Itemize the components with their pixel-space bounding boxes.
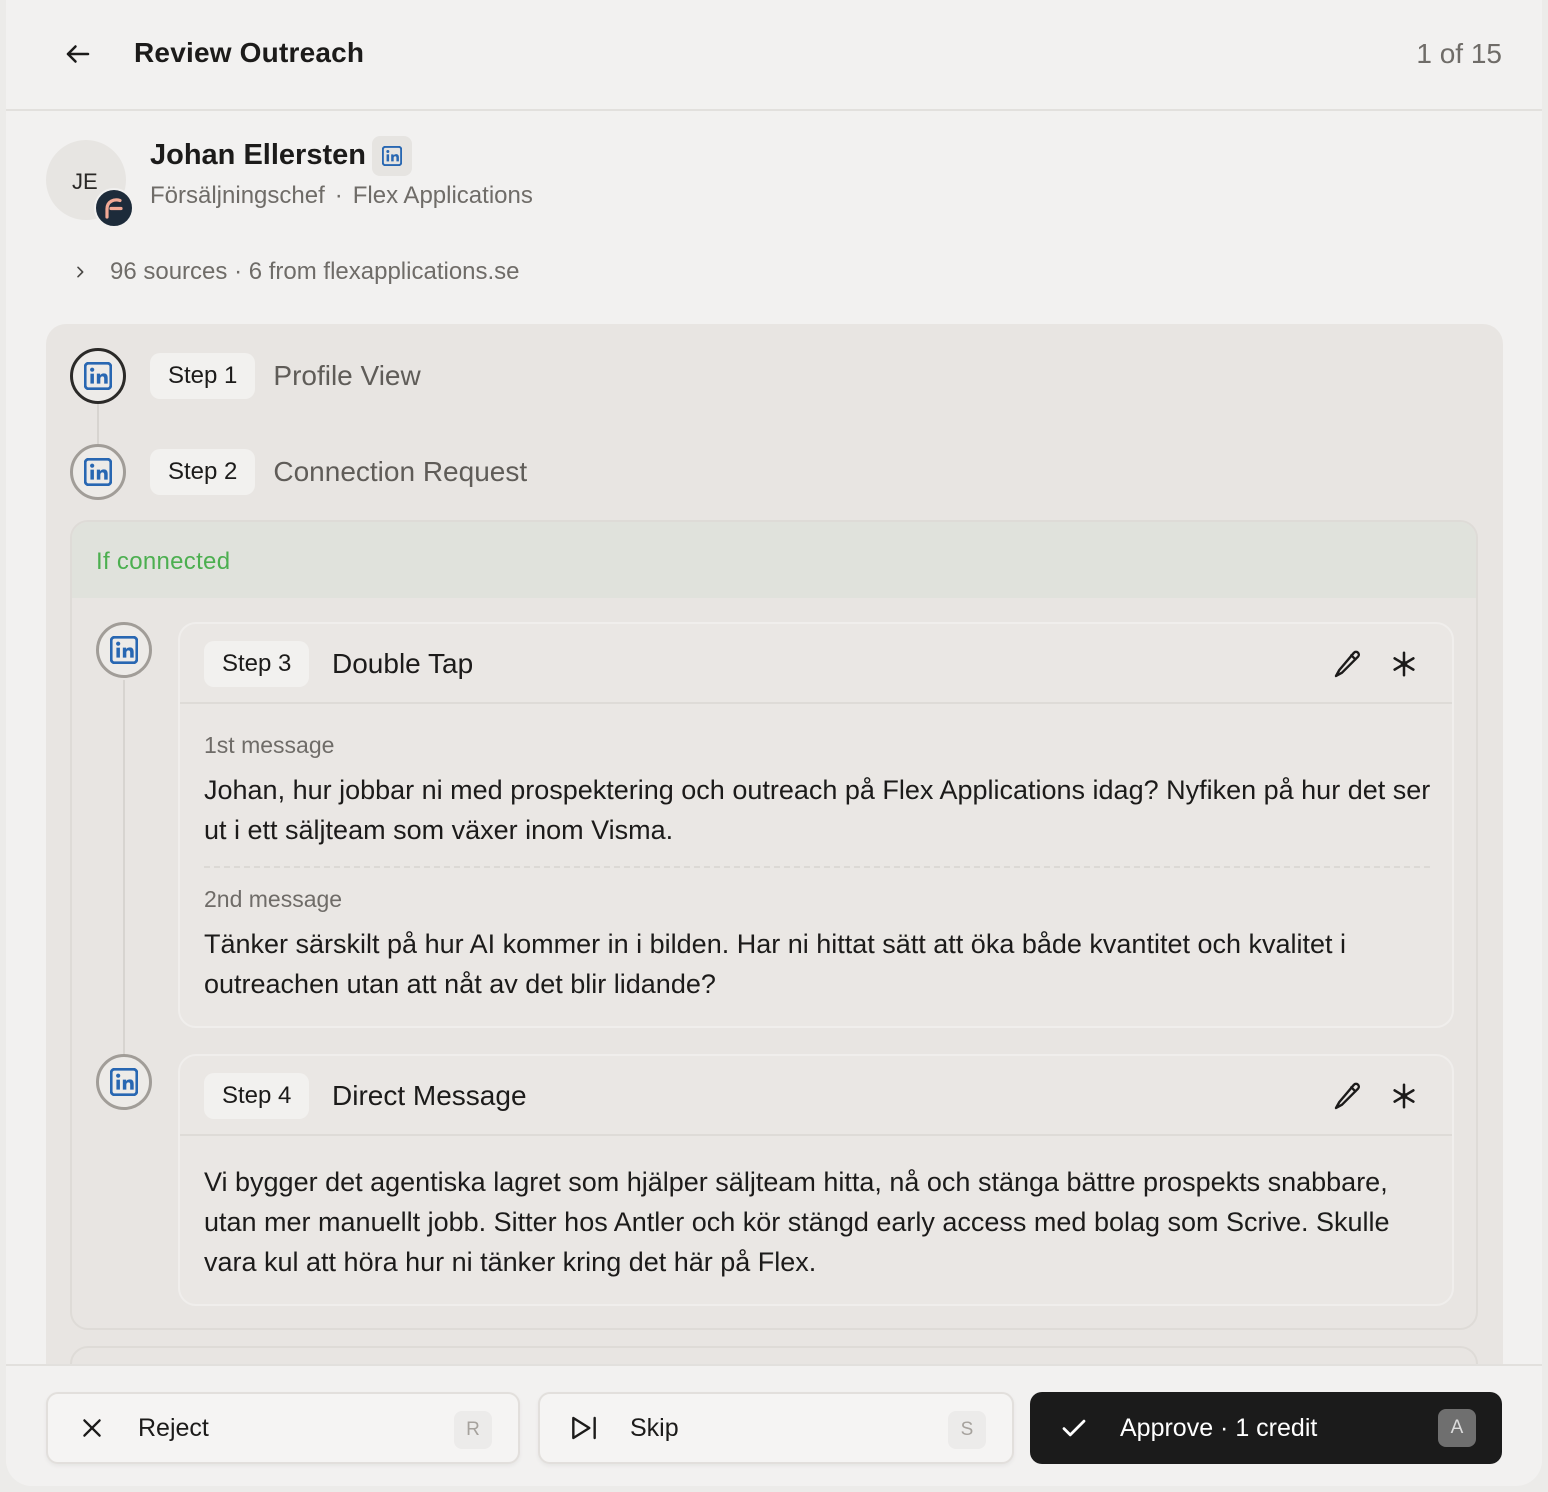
contact-name: Johan Ellersten [150,139,366,171]
page-title: Review Outreach [134,37,365,68]
sequence-panel [46,324,1503,1486]
sparkle-icon [1389,1081,1419,1111]
step-4-channel [96,1054,152,1110]
message-divider [204,866,1430,868]
regenerate-step-3-button[interactable] [1386,646,1422,682]
edit-step-4-button[interactable] [1330,1078,1366,1114]
sources-label: 96 sources · 6 from flexapplications.se [110,258,520,285]
sources-toggle[interactable] [72,258,520,286]
step-1-channel [70,348,126,404]
approve-label: Approve · 1 credit [1120,1413,1318,1442]
message-2-text[interactable]: Tänker särskilt på hur AI kommer in i bilden. Har ni hittat sätt att öka både kvantitet och kvalitet i outreachen utan att nåt av det blir lidande? [204,929,1347,999]
linkedin-profile-link[interactable] [372,136,412,176]
contact-company: Flex Applications [352,182,533,209]
reject-label: Reject [138,1413,209,1442]
company-logo-icon [94,188,134,228]
close-icon [74,1410,110,1446]
step-3-card [178,622,1454,1028]
condition-label: If connected [96,548,231,575]
condition-header [72,522,1476,598]
pencil-icon [1332,1080,1364,1112]
contact-subtitle [150,182,533,210]
direct-message-text[interactable]: Vi bygger det agentiska lagret som hjälper säljteam hitta, nå och stänga bättre prospekts snabbare, utan mer manuellt jobb. Sitter hos Antler och kör stängd early access med bolag som Scrive. Skulle vara kul att höra hur ni tänker kring det här på Flex. [204,1167,1390,1277]
step-3-pill: Step 3 [204,641,309,687]
chevron-right-icon [72,264,92,280]
linkedin-icon [84,362,112,390]
step-4-card-header [180,1056,1452,1136]
back-button[interactable] [58,34,98,74]
step-2-name: Connection Request [273,456,528,487]
step-2-pill: Step 2 [150,449,255,495]
avatar-initials: JE [72,169,98,194]
step-connector [123,680,125,1056]
review-outreach-window [6,0,1542,1486]
approve-shortcut: A [1438,1409,1476,1447]
review-counter: 1 of 15 [1416,38,1502,69]
sparkle-icon [1389,649,1419,679]
linkedin-icon [84,458,112,486]
step-1-pill: Step 1 [150,353,255,399]
contact-role: Försäljningschef [150,182,325,209]
skip-icon [566,1410,602,1446]
separator-dot: · [334,182,343,209]
check-icon [1056,1410,1092,1446]
action-footer [6,1364,1542,1486]
step-2-channel [70,444,126,500]
step-3-card-header [180,624,1452,704]
message-1-text[interactable]: Johan, hur jobbar ni med prospektering och outreach på Flex Applications idag? Nyfiken på hur det ser ut i ett säljteam som växer inom Visma. [204,775,1431,845]
message-1-label: 1st message [204,732,335,758]
message-2-label: 2nd message [204,886,343,912]
skip-shortcut: S [948,1411,986,1449]
arrow-left-icon [63,39,93,69]
step-2-row[interactable] [70,444,527,500]
linkedin-icon [110,1068,138,1096]
step-1-name: Profile View [273,360,421,391]
header [6,0,1542,111]
step-connector [97,404,99,446]
step-1-row[interactable] [70,348,421,404]
step-4-title: Direct Message [332,1080,527,1111]
edit-step-3-button[interactable] [1330,646,1366,682]
step-3-channel [96,622,152,678]
linkedin-icon [110,636,138,664]
condition-branch [70,520,1478,1330]
approve-button[interactable] [1030,1392,1502,1464]
regenerate-step-4-button[interactable] [1386,1078,1422,1114]
pencil-icon [1332,648,1364,680]
step-4-card [178,1054,1454,1306]
linkedin-icon [382,146,402,166]
skip-button[interactable] [538,1392,1014,1464]
step-3-title: Double Tap [332,648,474,679]
skip-label: Skip [630,1413,679,1442]
step-4-pill: Step 4 [204,1073,309,1119]
reject-button[interactable] [46,1392,520,1464]
reject-shortcut: R [454,1411,492,1449]
